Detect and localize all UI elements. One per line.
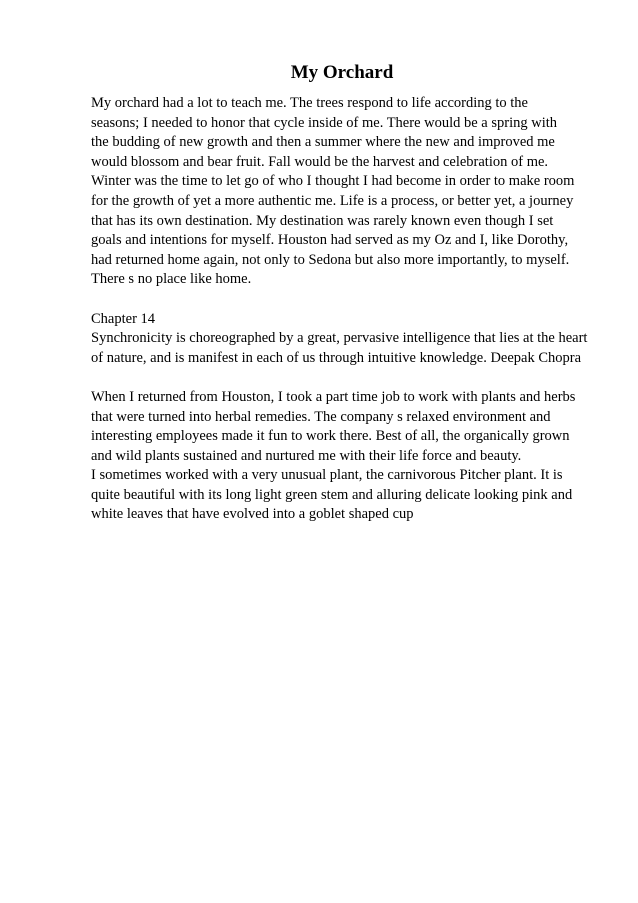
paragraph-orchard bbox=[91, 94, 601, 290]
text-line: and wild plants sustained and nurtured me with their life force and beauty. bbox=[91, 447, 522, 464]
paragraph-spacer bbox=[91, 290, 601, 310]
text-line: would blossom and bear fruit. Fall would be the harvest and celebration of me. bbox=[91, 153, 549, 170]
document-body bbox=[91, 94, 601, 525]
paragraph-spacer bbox=[91, 368, 601, 388]
chapter-block bbox=[91, 310, 601, 369]
chapter-heading: Chapter 14 bbox=[91, 310, 156, 327]
text-line: I sometimes worked with a very unusual plant, the carnivorous Pitcher plant. It is bbox=[91, 467, 563, 484]
text-line: for the growth of yet a more authentic me. Life is a process, or better yet, a journey bbox=[91, 192, 574, 209]
text-line: that were turned into herbal remedies. The company s relaxed environment and bbox=[91, 408, 551, 425]
paragraph-houston bbox=[91, 388, 601, 525]
text-line: quite beautiful with its long light green stem and alluring delicate looking pink and bbox=[91, 486, 573, 503]
quote-line: of nature, and is manifest in each of us through intuitive knowledge. Deepak Chopra bbox=[91, 349, 582, 366]
text-line: Winter was the time to let go of who I thought I had become in order to make room bbox=[91, 173, 575, 190]
page-title: My Orchard bbox=[290, 62, 394, 83]
text-line: My orchard had a lot to teach me. The trees respond to life according to the bbox=[91, 95, 528, 111]
text-line: the budding of new growth and then a summer where the new and improved me bbox=[91, 134, 555, 151]
text-line: white leaves that have evolved into a goblet shaped cup bbox=[91, 506, 414, 523]
text-line: that has its own destination. My destination was rarely known even though I set bbox=[91, 212, 554, 229]
text-line: When I returned from Houston, I took a part time job to work with plants and herbs bbox=[91, 388, 576, 405]
quote-line: Synchronicity is choreographed by a great, pervasive intelligence that lies at the heart bbox=[91, 330, 588, 347]
text-line: goals and intentions for myself. Houston had served as my Oz and I, like Dorothy, bbox=[91, 232, 569, 249]
text-line: had returned home again, not only to Sedona but also more importantly, to myself. bbox=[91, 251, 570, 268]
text-line: seasons; I needed to honor that cycle inside of me. There would be a spring with bbox=[91, 114, 558, 131]
text-line: There s no place like home. bbox=[91, 271, 252, 288]
text-line: interesting employees made it fun to work there. Best of all, the organically grown bbox=[91, 428, 570, 445]
